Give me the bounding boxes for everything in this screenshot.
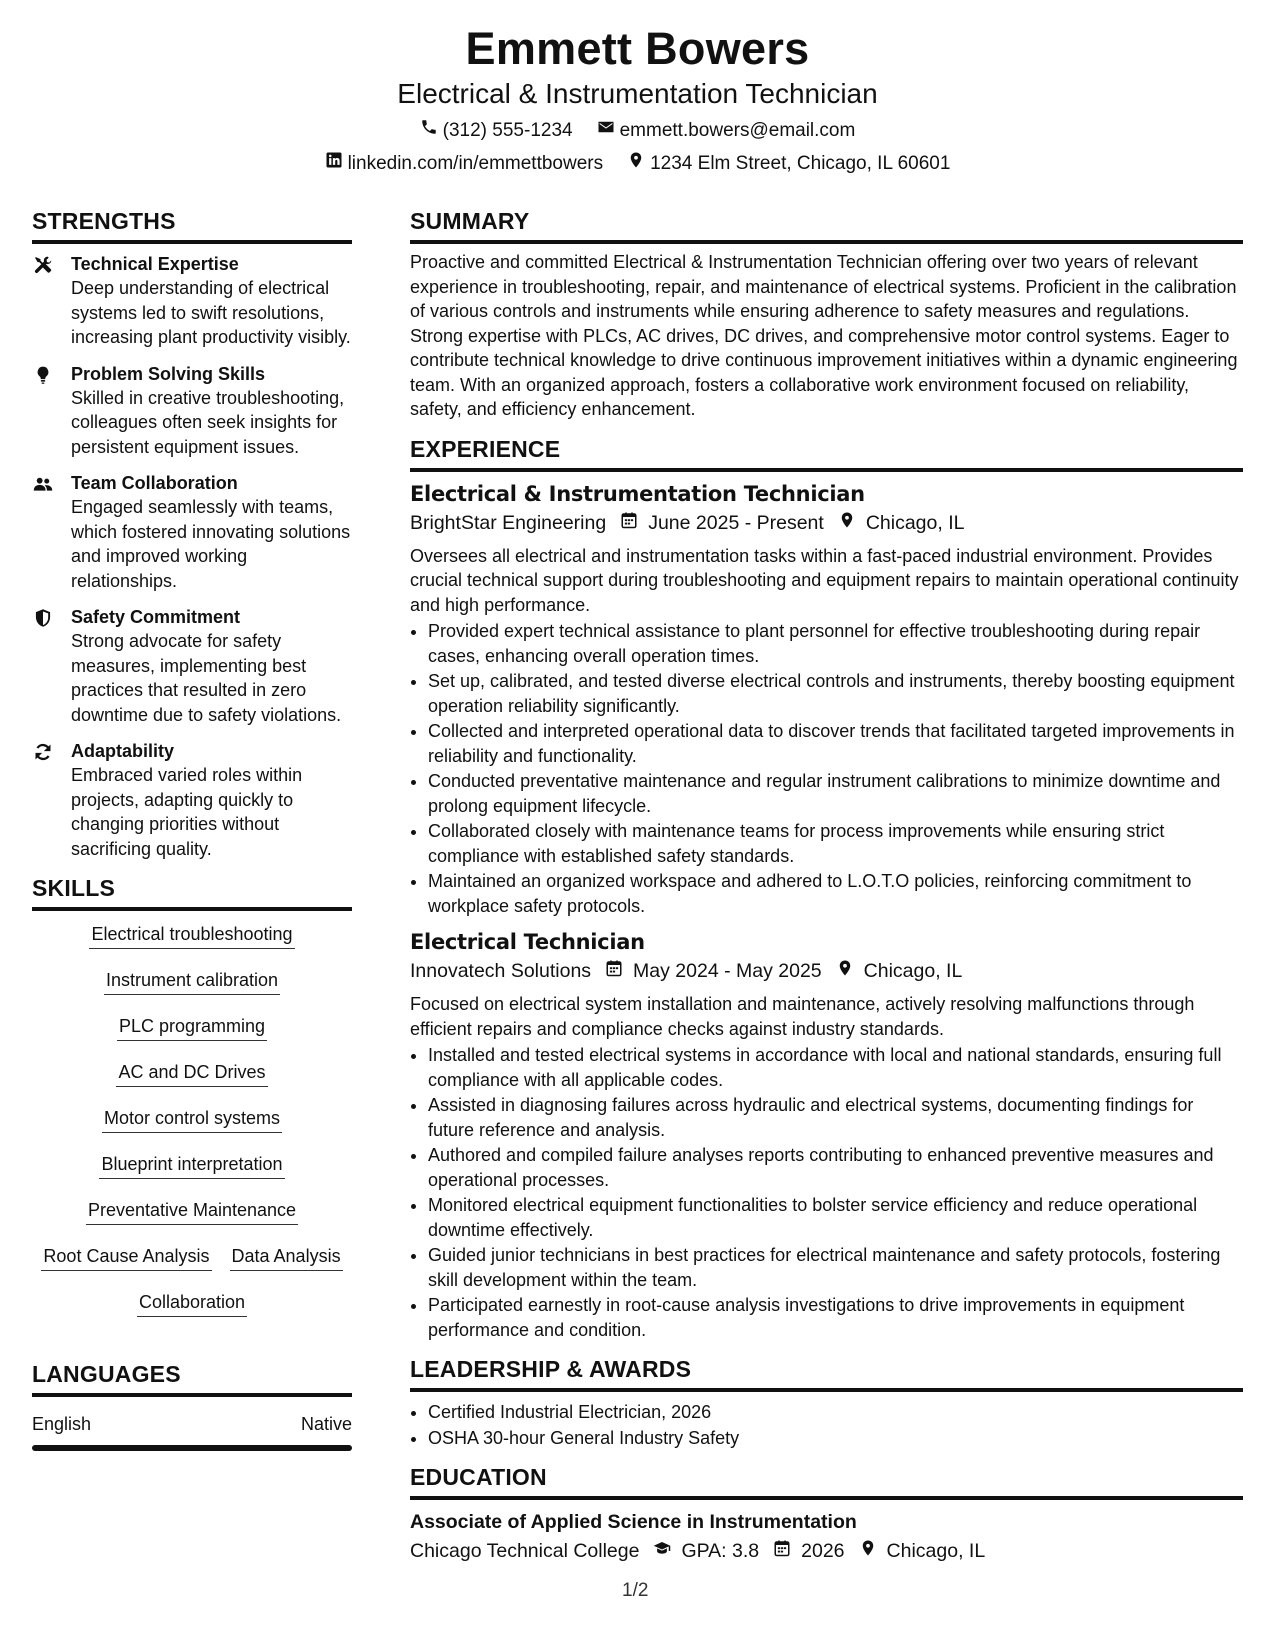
skill-tag: Motor control systems bbox=[102, 1105, 282, 1133]
awards-heading: LEADERSHIP & AWARDS bbox=[410, 1354, 1243, 1392]
skill-tag: Root Cause Analysis bbox=[41, 1243, 211, 1271]
calendar-icon bbox=[773, 1536, 791, 1566]
candidate-title: Electrical & Instrumentation Technician bbox=[397, 78, 878, 109]
skill-tag: Collaboration bbox=[137, 1289, 247, 1317]
tools-icon bbox=[32, 255, 54, 275]
education-heading: EDUCATION bbox=[410, 1462, 1243, 1500]
languages-section bbox=[32, 1359, 352, 1451]
language-row bbox=[32, 1411, 352, 1437]
job-meta bbox=[410, 956, 1243, 986]
job-company: BrightStar Engineering bbox=[410, 511, 607, 534]
job-entry bbox=[410, 928, 1243, 1342]
refresh-icon bbox=[32, 742, 54, 762]
strength-item bbox=[32, 739, 352, 861]
map-pin-icon bbox=[836, 956, 854, 986]
job-location-wrap bbox=[838, 508, 965, 538]
address-contact bbox=[627, 149, 950, 179]
job-bullets bbox=[410, 1043, 1243, 1342]
skill-tag: Preventative Maintenance bbox=[86, 1197, 298, 1225]
skill-tag: Electrical troubleshooting bbox=[89, 921, 294, 949]
languages-heading: LANGUAGES bbox=[32, 1359, 352, 1397]
job-description: Oversees all electrical and instrumentation tasks within a fast-paced industrial environment. Provides crucial technical support during troubleshooting and equipment repairs to maintain operational continuity and high performance. bbox=[410, 545, 1239, 615]
envelope-icon bbox=[597, 116, 615, 146]
skill-tag: PLC programming bbox=[117, 1013, 267, 1041]
education-school: Chicago Technical College bbox=[410, 1540, 640, 1562]
strength-item bbox=[32, 471, 352, 593]
list-item: • Set up, calibrated, and tested diverse electrical controls and instruments, thereby boosting equipment operation reliability significantly. bbox=[428, 669, 1243, 718]
job-meta bbox=[410, 508, 1243, 538]
strength-title: Problem Solving Skills bbox=[71, 363, 266, 384]
page-number: 1/2 bbox=[622, 1580, 649, 1601]
phone-text: (312) 555-1234 bbox=[442, 120, 573, 141]
skill-tag: Data Analysis bbox=[230, 1243, 343, 1271]
skill-tag: Instrument calibration bbox=[104, 967, 280, 995]
job-dates-wrap bbox=[605, 956, 822, 986]
experience-heading: EXPERIENCE bbox=[410, 434, 1243, 472]
lightbulb-icon bbox=[32, 365, 54, 385]
address-text: 1234 Elm Street, Chicago, IL 60601 bbox=[650, 153, 951, 174]
linkedin-contact[interactable] bbox=[325, 149, 604, 179]
list-item: • Certified Industrial Electrician, 2026 bbox=[428, 1400, 1243, 1425]
skill-tag: Blueprint interpretation bbox=[99, 1151, 284, 1179]
shield-icon bbox=[32, 608, 54, 628]
strengths-section bbox=[32, 206, 352, 861]
contact-row-2 bbox=[0, 149, 1275, 179]
list-item: • Conducted preventative maintenance and regular instrument calibrations to minimize downtime and prolong equipment lifecycle. bbox=[428, 769, 1243, 818]
job-title: Electrical Technician bbox=[410, 930, 645, 954]
education-degree: Associate of Applied Science in Instrumentation bbox=[410, 1511, 857, 1533]
education-meta bbox=[410, 1536, 1243, 1566]
strength-description: Deep understanding of electrical systems led to swift resolutions, increasing plant productivity visibly. bbox=[71, 278, 351, 347]
education-gpa-wrap bbox=[653, 1536, 759, 1566]
job-description: Focused on electrical system installation and maintenance, actively resolving malfunctions through efficient repairs and compliance checks against industry standards. bbox=[410, 994, 1195, 1039]
list-item: • Installed and tested electrical systems in accordance with local and national standards, ensuring full compliance with all applicable codes. bbox=[428, 1043, 1243, 1092]
strength-description: Engaged seamlessly with teams, which fostered innovating solutions and improved working relationships. bbox=[71, 497, 351, 591]
list-item: • Maintained an organized workspace and adhered to L.O.T.O policies, reinforcing commitment to workplace safety protocols. bbox=[428, 869, 1243, 918]
strength-title: Technical Expertise bbox=[71, 254, 239, 274]
list-item: • Guided junior technicians in best practices for electrical maintenance and safety protocols, fostering skill development within the team. bbox=[428, 1243, 1243, 1292]
strength-description: Embraced varied roles within projects, adapting quickly to changing priorities without sacrificing quality. bbox=[71, 765, 303, 859]
map-pin-icon bbox=[859, 1536, 877, 1566]
job-dates: June 2025 - Present bbox=[648, 511, 824, 534]
job-company: Innovatech Solutions bbox=[410, 960, 592, 982]
resume-header bbox=[0, 22, 1275, 179]
job-location: Chicago, IL bbox=[865, 511, 965, 534]
job-location-wrap bbox=[836, 956, 963, 986]
job-dates-wrap bbox=[620, 508, 824, 538]
strengths-heading: STRENGTHS bbox=[32, 206, 352, 244]
strength-description: Skilled in creative troubleshooting, colleagues often seek insights for persistent equipment issues. bbox=[71, 387, 345, 457]
email-text: emmett.bowers@email.com bbox=[619, 120, 856, 141]
candidate-name: Emmett Bowers bbox=[465, 23, 810, 74]
list-item: • Participated earnestly in root-cause analysis investigations to drive improvements in equipment performance and condition. bbox=[428, 1293, 1243, 1342]
map-pin-icon bbox=[838, 508, 856, 538]
job-bullets bbox=[410, 619, 1243, 918]
language-name: English bbox=[32, 1414, 92, 1434]
summary-text: Proactive and committed Electrical & Instrumentation Technician offering over two years of relevant experience in troubleshooting, repair, and maintenance of electrical systems. Proficient in the calibration of various controls and instruments while ensuring adherence to safety measures and regulations. Strong expertise with PLCs, AC drives, DC drives, and comprehensive motor control systems. Eager to contribute technical knowledge to drive continuous improvement initiatives within a dynamic engineering team. With an organized approach, fosters a collaborative work environment focused on reliability, safety, and efficiency enhancement. bbox=[410, 252, 1238, 419]
linkedin-text: linkedin.com/in/emmettbowers bbox=[347, 153, 604, 174]
education-section bbox=[410, 1462, 1243, 1566]
map-pin-icon bbox=[627, 149, 645, 179]
awards-section bbox=[410, 1354, 1243, 1450]
strength-title: Adaptability bbox=[71, 741, 175, 761]
strength-item bbox=[32, 362, 352, 460]
phone-contact bbox=[420, 116, 573, 146]
left-column bbox=[32, 206, 352, 1451]
phone-icon bbox=[420, 116, 438, 146]
email-contact[interactable] bbox=[597, 116, 856, 146]
education-location-wrap bbox=[859, 1536, 986, 1566]
job-dates: May 2024 - May 2025 bbox=[633, 960, 822, 982]
awards-list bbox=[410, 1400, 1243, 1450]
list-item: • Monitored electrical equipment functionalities to bolster service efficiency and reduce operational downtime effectively. bbox=[428, 1193, 1243, 1242]
summary-heading: SUMMARY bbox=[410, 206, 1243, 244]
skills-section bbox=[32, 873, 352, 1335]
education-year: 2026 bbox=[801, 1540, 845, 1562]
job-title: Electrical & Instrumentation Technician bbox=[410, 481, 865, 506]
skills-list bbox=[32, 911, 352, 1335]
list-item: • Assisted in diagnosing failures across hydraulic and electrical systems, documenting findings for future reference and analysis. bbox=[428, 1093, 1243, 1142]
strength-item bbox=[32, 605, 352, 727]
job-entry bbox=[410, 480, 1243, 919]
strength-title: Team Collaboration bbox=[71, 473, 238, 493]
users-icon bbox=[32, 474, 54, 494]
calendar-icon bbox=[620, 508, 638, 538]
summary-section bbox=[410, 206, 1243, 422]
strengths-list bbox=[32, 252, 352, 861]
graduation-cap-icon bbox=[653, 1536, 671, 1566]
experience-section bbox=[410, 434, 1243, 1343]
list-item: • Provided expert technical assistance to plant personnel for effective troubleshooting during repair cases, enhancing overall operation times. bbox=[428, 619, 1243, 668]
linkedin-icon bbox=[325, 149, 343, 179]
education-year-wrap bbox=[773, 1536, 844, 1566]
contact-row-1 bbox=[0, 116, 1275, 146]
language-level: Native bbox=[300, 1414, 352, 1434]
calendar-icon bbox=[605, 956, 623, 986]
education-gpa: GPA: 3.8 bbox=[681, 1540, 760, 1562]
list-item: • Authored and compiled failure analyses reports contributing to enhanced preventive measures and operational processes. bbox=[428, 1143, 1243, 1192]
skills-heading: SKILLS bbox=[32, 873, 352, 911]
strength-description: Strong advocate for safety measures, implementing best practices that resulted in zero downtime due to safety violations. bbox=[71, 631, 342, 725]
strength-item bbox=[32, 252, 352, 350]
right-column bbox=[410, 206, 1243, 1572]
list-item: • Collected and interpreted operational data to discover trends that facilitated targeted improvements in reliability and functionality. bbox=[428, 719, 1243, 768]
skill-tag: AC and DC Drives bbox=[116, 1059, 267, 1087]
language-proficiency-bar bbox=[32, 1445, 352, 1451]
job-location: Chicago, IL bbox=[863, 960, 963, 982]
list-item: • OSHA 30-hour General Industry Safety bbox=[428, 1426, 1243, 1451]
list-item: • Collaborated closely with maintenance teams for process improvements while ensuring strict compliance with established safety standards. bbox=[428, 819, 1243, 868]
strength-title: Safety Commitment bbox=[71, 607, 241, 627]
education-location: Chicago, IL bbox=[886, 1540, 986, 1562]
